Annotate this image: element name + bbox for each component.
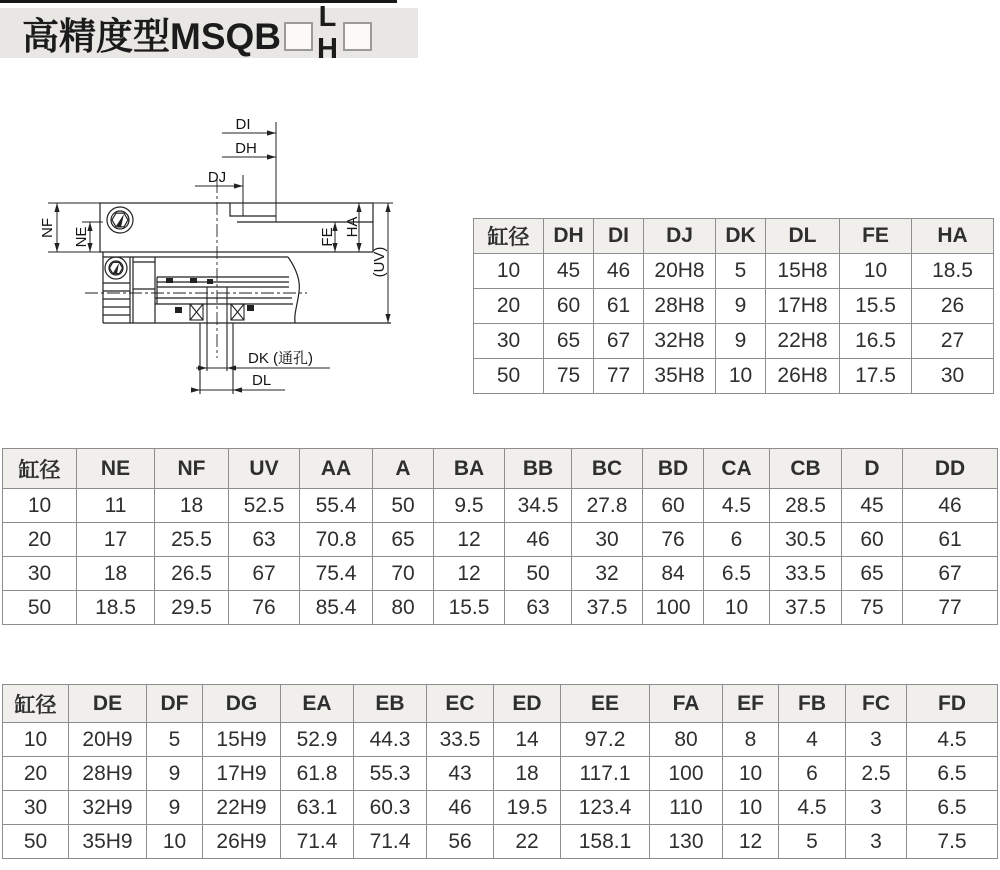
table-cell: 12 <box>723 825 779 859</box>
table-cell: 35H8 <box>644 359 716 394</box>
table-cell: 60 <box>643 489 704 523</box>
table-cell: 50 <box>505 557 572 591</box>
table-cell: 80 <box>650 723 723 757</box>
option-lh-stack <box>317 1 338 65</box>
table-cell: 20 <box>474 289 544 324</box>
table-cell: 50 <box>474 359 544 394</box>
column-header: 缸径 <box>474 219 544 254</box>
table-cell: 43 <box>427 757 494 791</box>
column-header: FD <box>907 685 998 723</box>
table-cell: 63.1 <box>281 791 354 825</box>
column-header: DG <box>203 685 281 723</box>
column-header: NE <box>77 449 155 489</box>
title-bar <box>0 1 418 65</box>
dim-label-dk: DK (通孔) <box>248 350 313 367</box>
dim-label-di: DI <box>235 116 251 133</box>
table-cell: 2.5 <box>846 757 907 791</box>
column-header: FE <box>840 219 912 254</box>
table-cell: 29.5 <box>155 591 229 625</box>
table-cell: 75.4 <box>300 557 373 591</box>
table-cell: 67 <box>594 324 644 359</box>
table-cell: 19.5 <box>494 791 561 825</box>
table-cell: 4.5 <box>779 791 846 825</box>
table-row <box>3 523 998 557</box>
table-cell: 33.5 <box>770 557 842 591</box>
table-cell: 33.5 <box>427 723 494 757</box>
table-row <box>3 757 998 791</box>
table-cell: 18 <box>77 557 155 591</box>
table-row <box>474 254 994 289</box>
table-cell: 44.3 <box>354 723 427 757</box>
table-cell: 71.4 <box>281 825 354 859</box>
lower-dimension-table <box>2 684 998 859</box>
table-cell: 117.1 <box>561 757 650 791</box>
table-cell: 10 <box>723 791 779 825</box>
table-cell: 26H8 <box>766 359 840 394</box>
column-header: BB <box>505 449 572 489</box>
table-cell: 4.5 <box>704 489 770 523</box>
column-header: EC <box>427 685 494 723</box>
column-header: BD <box>643 449 704 489</box>
table-cell: 17.5 <box>840 359 912 394</box>
table-cell: 55.3 <box>354 757 427 791</box>
column-header: DI <box>594 219 644 254</box>
table-cell: 22 <box>494 825 561 859</box>
table-cell: 26 <box>912 289 994 324</box>
table-cell: 35H9 <box>69 825 147 859</box>
table-cell: 46 <box>505 523 572 557</box>
table-cell: 10 <box>3 723 69 757</box>
table-cell: 50 <box>3 825 69 859</box>
table-cell: 10 <box>147 825 203 859</box>
table-cell: 20 <box>3 523 77 557</box>
table-cell: 45 <box>544 254 594 289</box>
bearing-assembly <box>166 278 254 394</box>
table-cell: 9 <box>716 324 766 359</box>
table-cell: 17H9 <box>203 757 281 791</box>
column-header: D <box>842 449 903 489</box>
table-cell: 30.5 <box>770 523 842 557</box>
table-cell: 14 <box>494 723 561 757</box>
table-cell: 123.4 <box>561 791 650 825</box>
table-cell: 20H8 <box>644 254 716 289</box>
table-row <box>3 557 998 591</box>
table-cell: 9 <box>716 289 766 324</box>
table-cell: 65 <box>373 523 434 557</box>
table-cell: 9 <box>147 757 203 791</box>
table-cell: 5 <box>779 825 846 859</box>
dim-label-ne: NE <box>73 226 90 248</box>
table-row <box>3 723 998 757</box>
dimension-lines <box>48 122 393 390</box>
table-cell: 46 <box>903 489 998 523</box>
table-cell: 27 <box>912 324 994 359</box>
column-header: 缸径 <box>3 449 77 489</box>
table-row <box>3 591 998 625</box>
table-cell: 6.5 <box>907 757 998 791</box>
option-l: L <box>318 1 337 33</box>
table-cell: 8 <box>723 723 779 757</box>
column-header: FB <box>779 685 846 723</box>
table-cell: 32H9 <box>69 791 147 825</box>
table-cell: 30 <box>572 523 643 557</box>
table-cell: 100 <box>650 757 723 791</box>
table-row <box>3 489 998 523</box>
column-header: DD <box>903 449 998 489</box>
socket-screw-icon <box>105 207 133 279</box>
column-header: EE <box>561 685 650 723</box>
table-cell: 11 <box>77 489 155 523</box>
table-cell: 18.5 <box>77 591 155 625</box>
table-cell: 17 <box>77 523 155 557</box>
table-cell: 130 <box>650 825 723 859</box>
column-header: CA <box>704 449 770 489</box>
table-cell: 30 <box>3 791 69 825</box>
table-cell: 75 <box>544 359 594 394</box>
column-header: NF <box>155 449 229 489</box>
table-cell: 15.5 <box>434 591 505 625</box>
size-option-box <box>343 22 372 51</box>
column-header: BA <box>434 449 505 489</box>
table-cell: 97.2 <box>561 723 650 757</box>
table-cell: 30 <box>912 359 994 394</box>
table-cell: 34.5 <box>505 489 572 523</box>
table-cell: 70 <box>373 557 434 591</box>
table-cell: 3 <box>846 791 907 825</box>
table-cell: 60.3 <box>354 791 427 825</box>
technical-drawing <box>0 92 470 509</box>
dim-label-uv: (UV) <box>371 246 388 278</box>
table-cell: 6.5 <box>907 791 998 825</box>
column-header: EB <box>354 685 427 723</box>
table-cell: 52.5 <box>229 489 300 523</box>
table-cell: 77 <box>903 591 998 625</box>
table-cell: 18 <box>494 757 561 791</box>
column-header: HA <box>912 219 994 254</box>
table-cell: 80 <box>373 591 434 625</box>
table-cell: 61 <box>594 289 644 324</box>
column-header: DF <box>147 685 203 723</box>
table-cell: 110 <box>650 791 723 825</box>
column-header: 缸径 <box>3 685 69 723</box>
table-cell: 10 <box>840 254 912 289</box>
dim-label-dj: DJ <box>207 169 227 186</box>
column-header: EA <box>281 685 354 723</box>
dim-label-dh: DH <box>235 140 257 157</box>
table-cell: 46 <box>427 791 494 825</box>
table-cell: 37.5 <box>770 591 842 625</box>
table-cell: 5 <box>147 723 203 757</box>
table-cell: 15H8 <box>766 254 840 289</box>
table-cell: 26.5 <box>155 557 229 591</box>
dim-label-dl: DL <box>252 372 272 389</box>
table-cell: 75 <box>842 591 903 625</box>
option-h: H <box>317 33 338 65</box>
column-header: DK <box>716 219 766 254</box>
table-cell: 28H9 <box>69 757 147 791</box>
table-cell: 45 <box>842 489 903 523</box>
table-cell: 10 <box>3 489 77 523</box>
table-cell: 63 <box>505 591 572 625</box>
column-header: FA <box>650 685 723 723</box>
table-cell: 22H9 <box>203 791 281 825</box>
table-cell: 28H8 <box>644 289 716 324</box>
table-cell: 3 <box>846 825 907 859</box>
table-cell: 60 <box>842 523 903 557</box>
table-cell: 100 <box>643 591 704 625</box>
column-header: DJ <box>644 219 716 254</box>
table-cell: 9.5 <box>434 489 505 523</box>
table-cell: 60 <box>544 289 594 324</box>
table-cell: 70.8 <box>300 523 373 557</box>
table-cell: 4 <box>779 723 846 757</box>
table-cell: 10 <box>474 254 544 289</box>
table-cell: 85.4 <box>300 591 373 625</box>
table-cell: 71.4 <box>354 825 427 859</box>
table-cell: 18.5 <box>912 254 994 289</box>
table-cell: 18 <box>155 489 229 523</box>
column-header: DL <box>766 219 840 254</box>
table-cell: 30 <box>474 324 544 359</box>
table-row <box>3 825 998 859</box>
table-header-row <box>474 219 994 254</box>
table-cell: 32H8 <box>644 324 716 359</box>
table-row <box>474 289 994 324</box>
table-cell: 77 <box>594 359 644 394</box>
table-cell: 27.8 <box>572 489 643 523</box>
table-cell: 12 <box>434 523 505 557</box>
table-cell: 67 <box>229 557 300 591</box>
dim-label-fe: FE <box>319 227 336 247</box>
table-cell: 56 <box>427 825 494 859</box>
table-cell: 7.5 <box>907 825 998 859</box>
table-cell: 10 <box>723 757 779 791</box>
upper-dimension-table <box>473 218 994 394</box>
table-cell: 17H8 <box>766 289 840 324</box>
table-cell: 46 <box>594 254 644 289</box>
middle-dimension-table <box>2 448 998 625</box>
table-cell: 26H9 <box>203 825 281 859</box>
column-header: EF <box>723 685 779 723</box>
table-cell: 30 <box>3 557 77 591</box>
table-cell: 22H8 <box>766 324 840 359</box>
table-cell: 67 <box>903 557 998 591</box>
table-cell: 50 <box>3 591 77 625</box>
table-cell: 84 <box>643 557 704 591</box>
table-cell: 76 <box>643 523 704 557</box>
table-cell: 52.9 <box>281 723 354 757</box>
table-header-row <box>3 449 998 489</box>
table-cell: 16.5 <box>840 324 912 359</box>
table-cell: 12 <box>434 557 505 591</box>
table-row <box>474 359 994 394</box>
table-cell: 158.1 <box>561 825 650 859</box>
column-header: UV <box>229 449 300 489</box>
table-cell: 5 <box>716 254 766 289</box>
table-cell: 20H9 <box>69 723 147 757</box>
table-cell: 63 <box>229 523 300 557</box>
table-cell: 61.8 <box>281 757 354 791</box>
table-cell: 37.5 <box>572 591 643 625</box>
page-title: 高精度型MSQB <box>22 16 281 57</box>
table-cell: 65 <box>842 557 903 591</box>
table-cell: 15H9 <box>203 723 281 757</box>
table-cell: 6 <box>779 757 846 791</box>
table-cell: 32 <box>572 557 643 591</box>
table-cell: 6.5 <box>704 557 770 591</box>
table-cell: 76 <box>229 591 300 625</box>
table-cell: 61 <box>903 523 998 557</box>
table-cell: 20 <box>3 757 69 791</box>
column-header: DE <box>69 685 147 723</box>
table-cell: 9 <box>147 791 203 825</box>
dim-label-nf: NF <box>39 218 56 238</box>
table-cell: 55.4 <box>300 489 373 523</box>
table-cell: 50 <box>373 489 434 523</box>
table-cell: 15.5 <box>840 289 912 324</box>
column-header: FC <box>846 685 907 723</box>
model-option-box <box>284 22 313 51</box>
table-cell: 25.5 <box>155 523 229 557</box>
table-cell: 65 <box>544 324 594 359</box>
column-header: DH <box>544 219 594 254</box>
table-cell: 10 <box>716 359 766 394</box>
table-cell: 6 <box>704 523 770 557</box>
column-header: ED <box>494 685 561 723</box>
table-header-row <box>3 685 998 723</box>
dim-label-ha: HA <box>344 216 361 238</box>
column-header: AA <box>300 449 373 489</box>
table-cell: 4.5 <box>907 723 998 757</box>
table-row <box>3 791 998 825</box>
column-header: A <box>373 449 434 489</box>
table-row <box>474 324 994 359</box>
table-cell: 28.5 <box>770 489 842 523</box>
table-cell: 3 <box>846 723 907 757</box>
column-header: CB <box>770 449 842 489</box>
column-header: BC <box>572 449 643 489</box>
table-cell: 10 <box>704 591 770 625</box>
